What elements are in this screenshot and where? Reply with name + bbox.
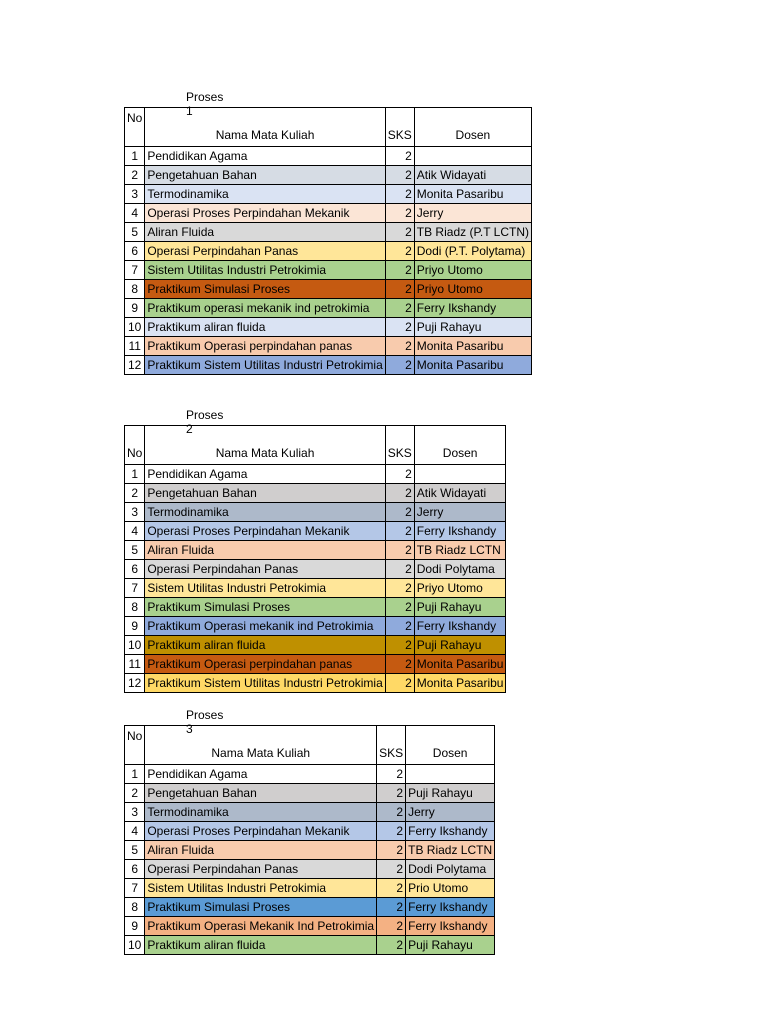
course-name: Operasi Perpindahan Panas <box>145 560 385 579</box>
course-name: Aliran Fluida <box>145 841 377 860</box>
sks-value: 2 <box>385 318 414 337</box>
section-title: Proses 1 <box>186 90 224 118</box>
row-number: 4 <box>125 522 145 541</box>
sks-value: 2 <box>385 598 414 617</box>
table-row <box>125 560 506 579</box>
table-row <box>125 655 506 674</box>
section-title: Proses 2 <box>186 408 224 436</box>
lecturer-name <box>414 465 506 484</box>
sks-value: 2 <box>385 223 414 242</box>
lecturer-name: Puji Rahayu <box>406 784 495 803</box>
row-number: 3 <box>125 503 145 522</box>
header-sks: SKS <box>385 108 414 147</box>
lecturer-name: Ferry Ikshandy <box>406 822 495 841</box>
lecturer-name <box>406 765 495 784</box>
table-row <box>125 636 506 655</box>
lecturer-name: Monita Pasaribu <box>414 674 506 693</box>
table-row <box>125 841 495 860</box>
lecturer-name: Ferry Ikshandy <box>414 617 506 636</box>
header-dosen: Dosen <box>414 108 531 147</box>
table-body <box>125 765 495 955</box>
course-name: Sistem Utilitas Industri Petrokimia <box>145 261 385 280</box>
table-row <box>125 503 506 522</box>
header-sks: SKS <box>385 426 414 465</box>
lecturer-name: Puji Rahayu <box>414 318 531 337</box>
row-number: 7 <box>125 261 145 280</box>
lecturer-name: Priyo Utomo <box>414 261 531 280</box>
row-number: 3 <box>125 185 145 204</box>
row-number: 8 <box>125 280 145 299</box>
sks-value: 2 <box>385 261 414 280</box>
table-row <box>125 522 506 541</box>
table-row <box>125 280 532 299</box>
table-row <box>125 465 506 484</box>
sks-value: 2 <box>385 636 414 655</box>
course-name: Pendidikan Agama <box>145 147 385 166</box>
lecturer-name: Jerry <box>414 204 531 223</box>
table-body <box>125 147 532 375</box>
course-name: Praktikum Operasi Mekanik Ind Petrokimia <box>145 917 377 936</box>
row-number: 8 <box>125 598 145 617</box>
sks-value: 2 <box>377 803 406 822</box>
row-number: 2 <box>125 166 145 185</box>
lecturer-name: Ferry Ikshandy <box>414 299 531 318</box>
row-number: 6 <box>125 242 145 261</box>
row-number: 7 <box>125 879 145 898</box>
lecturer-name: Puji Rahayu <box>414 598 506 617</box>
course-name: Aliran Fluida <box>145 223 385 242</box>
row-number: 1 <box>125 147 145 166</box>
table-row <box>125 299 532 318</box>
sks-value: 2 <box>385 356 414 375</box>
row-number: 5 <box>125 223 145 242</box>
row-number: 10 <box>125 318 145 337</box>
course-name: Aliran Fluida <box>145 541 385 560</box>
row-number: 9 <box>125 299 145 318</box>
table-row <box>125 185 532 204</box>
row-number: 10 <box>125 636 145 655</box>
table-header-row <box>125 426 506 465</box>
course-name: Operasi Proses Perpindahan Mekanik <box>145 204 385 223</box>
course-name: Praktikum Operasi perpindahan panas <box>145 655 385 674</box>
course-name: Pendidikan Agama <box>145 465 385 484</box>
course-name: Praktikum Simulasi Proses <box>145 598 385 617</box>
course-name: Termodinamika <box>145 803 377 822</box>
course-name: Operasi Perpindahan Panas <box>145 860 377 879</box>
table-row <box>125 784 495 803</box>
row-number: 1 <box>125 465 145 484</box>
course-name: Operasi Proses Perpindahan Mekanik <box>145 822 377 841</box>
lecturer-name: Jerry <box>406 803 495 822</box>
course-name: Operasi Proses Perpindahan Mekanik <box>145 522 385 541</box>
lecturer-name: Jerry <box>414 503 506 522</box>
course-name: Sistem Utilitas Industri Petrokimia <box>145 579 385 598</box>
sks-value: 2 <box>377 936 406 955</box>
row-number: 3 <box>125 803 145 822</box>
table-row <box>125 765 495 784</box>
row-number: 9 <box>125 917 145 936</box>
header-no: No <box>125 426 145 465</box>
course-name: Praktikum Operasi mekanik ind Petrokimia <box>145 617 385 636</box>
course-table <box>124 107 532 375</box>
header-no: No <box>125 108 145 147</box>
table-row <box>125 261 532 280</box>
header-name: Nama Mata Kuliah <box>145 108 385 147</box>
course-name: Pengetahuan Bahan <box>145 484 385 503</box>
lecturer-name: Puji Rahayu <box>406 936 495 955</box>
lecturer-name: Monita Pasaribu <box>414 655 506 674</box>
table-row <box>125 617 506 636</box>
course-name: Praktikum aliran fluida <box>145 936 377 955</box>
table-row <box>125 356 532 375</box>
sks-value: 2 <box>385 579 414 598</box>
table-row <box>125 936 495 955</box>
lecturer-name: Ferry Ikshandy <box>414 522 506 541</box>
lecturer-name: Dodi (P.T. Polytama) <box>414 242 531 261</box>
course-name: Termodinamika <box>145 503 385 522</box>
lecturer-name: TB Riadz LCTN <box>406 841 495 860</box>
header-name: Nama Mata Kuliah <box>145 426 385 465</box>
table-row <box>125 822 495 841</box>
row-number: 4 <box>125 822 145 841</box>
table-row <box>125 204 532 223</box>
lecturer-name: TB Riadz LCTN <box>414 541 506 560</box>
lecturer-name: Atik Widayati <box>414 166 531 185</box>
table-row <box>125 318 532 337</box>
lecturer-name <box>414 147 531 166</box>
lecturer-name: Priyo Utomo <box>414 280 531 299</box>
row-number: 4 <box>125 204 145 223</box>
table-row <box>125 879 495 898</box>
table-row <box>125 147 532 166</box>
sks-value: 2 <box>377 765 406 784</box>
table-row <box>125 337 532 356</box>
table-row <box>125 242 532 261</box>
lecturer-name: Puji Rahayu <box>414 636 506 655</box>
row-number: 2 <box>125 484 145 503</box>
sks-value: 2 <box>385 541 414 560</box>
course-name: Praktikum Operasi perpindahan panas <box>145 337 385 356</box>
lecturer-name: Priyo Utomo <box>414 579 506 598</box>
sks-value: 2 <box>385 280 414 299</box>
table-row <box>125 579 506 598</box>
table-row <box>125 860 495 879</box>
sks-value: 2 <box>385 503 414 522</box>
sks-value: 2 <box>385 655 414 674</box>
table-row <box>125 917 495 936</box>
lecturer-name: Dodi Polytama <box>406 860 495 879</box>
table-row <box>125 674 506 693</box>
row-number: 6 <box>125 860 145 879</box>
sks-value: 2 <box>377 822 406 841</box>
header-sks: SKS <box>377 726 406 765</box>
sks-value: 2 <box>385 204 414 223</box>
row-number: 5 <box>125 841 145 860</box>
table-row <box>125 484 506 503</box>
table-header-row <box>125 726 495 765</box>
course-name: Praktikum Simulasi Proses <box>145 898 377 917</box>
header-dosen: Dosen <box>414 426 506 465</box>
sks-value: 2 <box>385 522 414 541</box>
sks-value: 2 <box>377 898 406 917</box>
course-name: Praktikum operasi mekanik ind petrokimia <box>145 299 385 318</box>
lecturer-name: Atik Widayati <box>414 484 506 503</box>
sks-value: 2 <box>385 465 414 484</box>
sks-value: 2 <box>385 484 414 503</box>
table-row <box>125 541 506 560</box>
course-name: Operasi Perpindahan Panas <box>145 242 385 261</box>
course-name: Pengetahuan Bahan <box>145 166 385 185</box>
row-number: 2 <box>125 784 145 803</box>
lecturer-name: TB Riadz (P.T LCTN) <box>414 223 531 242</box>
sks-value: 2 <box>377 860 406 879</box>
row-number: 10 <box>125 936 145 955</box>
sks-value: 2 <box>385 560 414 579</box>
lecturer-name: Ferry Ikshandy <box>406 917 495 936</box>
sks-value: 2 <box>377 917 406 936</box>
lecturer-name: Monita Pasaribu <box>414 337 531 356</box>
row-number: 12 <box>125 674 145 693</box>
course-name: Praktikum Sistem Utilitas Industri Petrokimia <box>145 356 385 375</box>
course-name: Pendidikan Agama <box>145 765 377 784</box>
row-number: 9 <box>125 617 145 636</box>
lecturer-name: Prio Utomo <box>406 879 495 898</box>
row-number: 5 <box>125 541 145 560</box>
lecturer-name: Ferry Ikshandy <box>406 898 495 917</box>
course-name: Termodinamika <box>145 185 385 204</box>
course-name: Praktikum Simulasi Proses <box>145 280 385 299</box>
table-header-row <box>125 108 532 147</box>
sks-value: 2 <box>385 147 414 166</box>
table-row <box>125 166 532 185</box>
course-table <box>124 425 506 693</box>
lecturer-name: Monita Pasaribu <box>414 356 531 375</box>
table-row <box>125 223 532 242</box>
row-number: 6 <box>125 560 145 579</box>
course-name: Praktikum aliran fluida <box>145 636 385 655</box>
course-name: Pengetahuan Bahan <box>145 784 377 803</box>
header-no: No <box>125 726 145 765</box>
course-name: Sistem Utilitas Industri Petrokimia <box>145 879 377 898</box>
header-name: Nama Mata Kuliah <box>145 726 377 765</box>
table-row <box>125 598 506 617</box>
sks-value: 2 <box>385 185 414 204</box>
table-body <box>125 465 506 693</box>
course-name: Praktikum aliran fluida <box>145 318 385 337</box>
sks-value: 2 <box>377 879 406 898</box>
row-number: 8 <box>125 898 145 917</box>
row-number: 11 <box>125 337 145 356</box>
header-dosen: Dosen <box>406 726 495 765</box>
sks-value: 2 <box>377 784 406 803</box>
course-name: Praktikum Sistem Utilitas Industri Petrokimia <box>145 674 385 693</box>
row-number: 11 <box>125 655 145 674</box>
sks-value: 2 <box>385 166 414 185</box>
table-row <box>125 803 495 822</box>
sks-value: 2 <box>385 617 414 636</box>
sks-value: 2 <box>385 299 414 318</box>
row-number: 12 <box>125 356 145 375</box>
row-number: 1 <box>125 765 145 784</box>
sks-value: 2 <box>377 841 406 860</box>
sks-value: 2 <box>385 242 414 261</box>
section-title: Proses 3 <box>186 708 224 736</box>
sks-value: 2 <box>385 674 414 693</box>
course-table <box>124 725 495 955</box>
table-row <box>125 898 495 917</box>
row-number: 7 <box>125 579 145 598</box>
sks-value: 2 <box>385 337 414 356</box>
lecturer-name: Dodi Polytama <box>414 560 506 579</box>
lecturer-name: Monita Pasaribu <box>414 185 531 204</box>
